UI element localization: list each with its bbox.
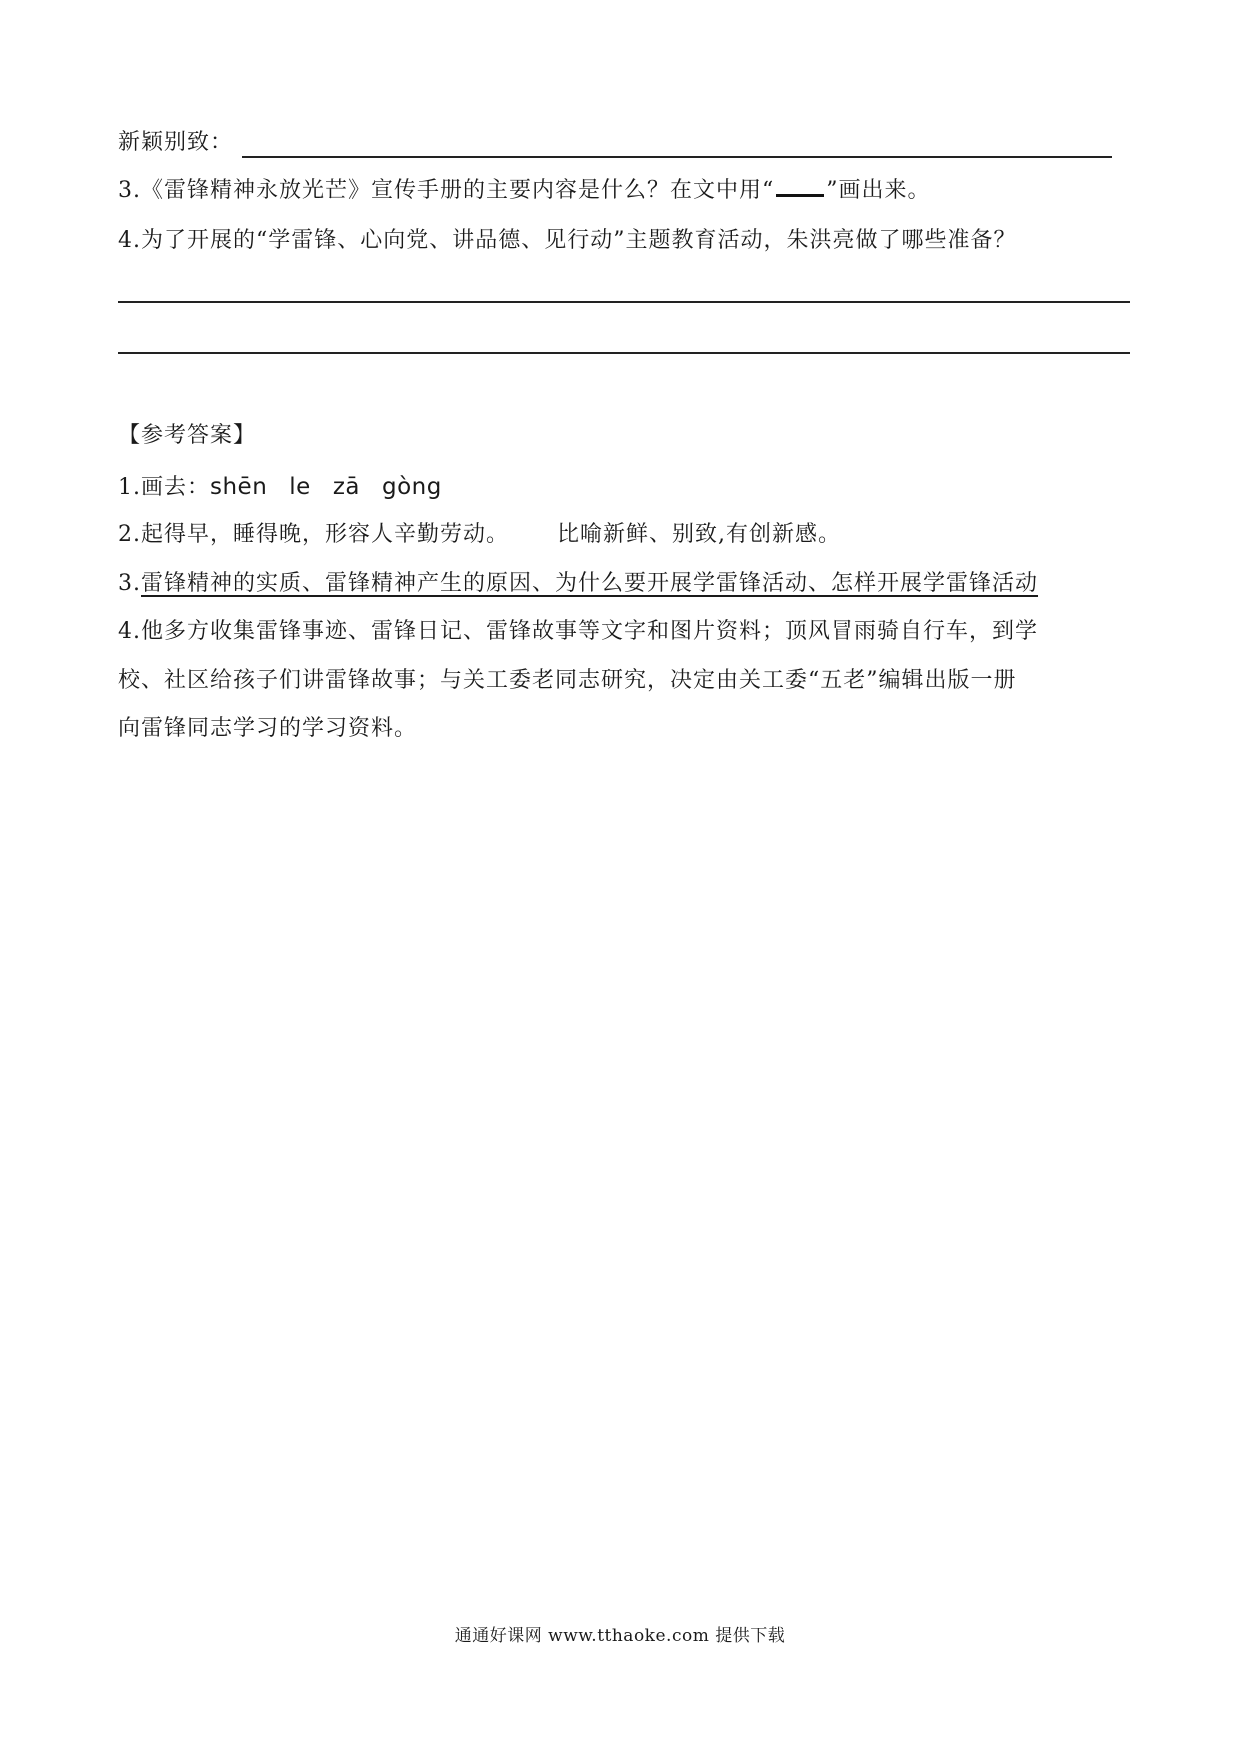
answer-4-line-3: 向雷锋同志学习的学习资料。 [118, 716, 418, 741]
answer-3-underlined-text: 雷锋精神的实质、雷锋精神产生的原因、为什么要开展学雷锋活动、怎样开展学雷锋活动 [141, 571, 1039, 596]
answer-2-part-2: 比喻新鲜、别致,有创新感。 [557, 522, 841, 547]
pinyin-word: zā [332, 474, 361, 500]
q2-xinying-label: 新颖别致： [118, 130, 234, 155]
pinyin-word: le [289, 474, 311, 500]
pinyin-word: shēn [210, 474, 268, 500]
answer-4-line-1: 4.他多方收集雷锋事迹、雷锋日记、雷锋故事等文字和图片资料；顶风冒雨骑自行车，到学 [118, 619, 1038, 644]
answer-3-number: 3. [118, 571, 141, 596]
q4-answer-line-2 [118, 352, 1130, 354]
q3-prefix: 3.《雷锋精神永放光芒》宣传手册的主要内容是什么？在文中用“ [118, 178, 775, 203]
answer-1-prefix: 1.画去： [118, 475, 210, 500]
question-3 [118, 176, 931, 206]
answer-4-line-2: 校、社区给孩子们讲雷锋故事；与关工委老同志研究，决定由关工委“五老”编辑出版一册 [118, 668, 1017, 693]
q3-suffix: ”画出来。 [826, 178, 931, 203]
q2-answer-blank [242, 156, 1112, 158]
q4-answer-line-1 [118, 301, 1130, 303]
answer-1-pinyin [210, 474, 464, 500]
q3-underline-mark [776, 176, 824, 197]
answer-3 [118, 569, 1038, 599]
footer-download-note: 通通好课网 www.tthaoke.com 提供下载 [454, 1626, 786, 1646]
answer-1 [118, 472, 464, 503]
question-4: 4.为了开展的“学雷锋、心向党、讲品德、见行动”主题教育活动，朱洪亮做了哪些准备？ [118, 228, 1017, 253]
answer-2-part-1: 2.起得早，睡得晚，形容人辛勤劳动。 [118, 522, 509, 547]
answer-2 [118, 520, 841, 550]
pinyin-word: gòng [382, 474, 442, 500]
q2-xinying-line [118, 128, 233, 158]
answer-heading: 【参考答案】 [118, 423, 257, 448]
